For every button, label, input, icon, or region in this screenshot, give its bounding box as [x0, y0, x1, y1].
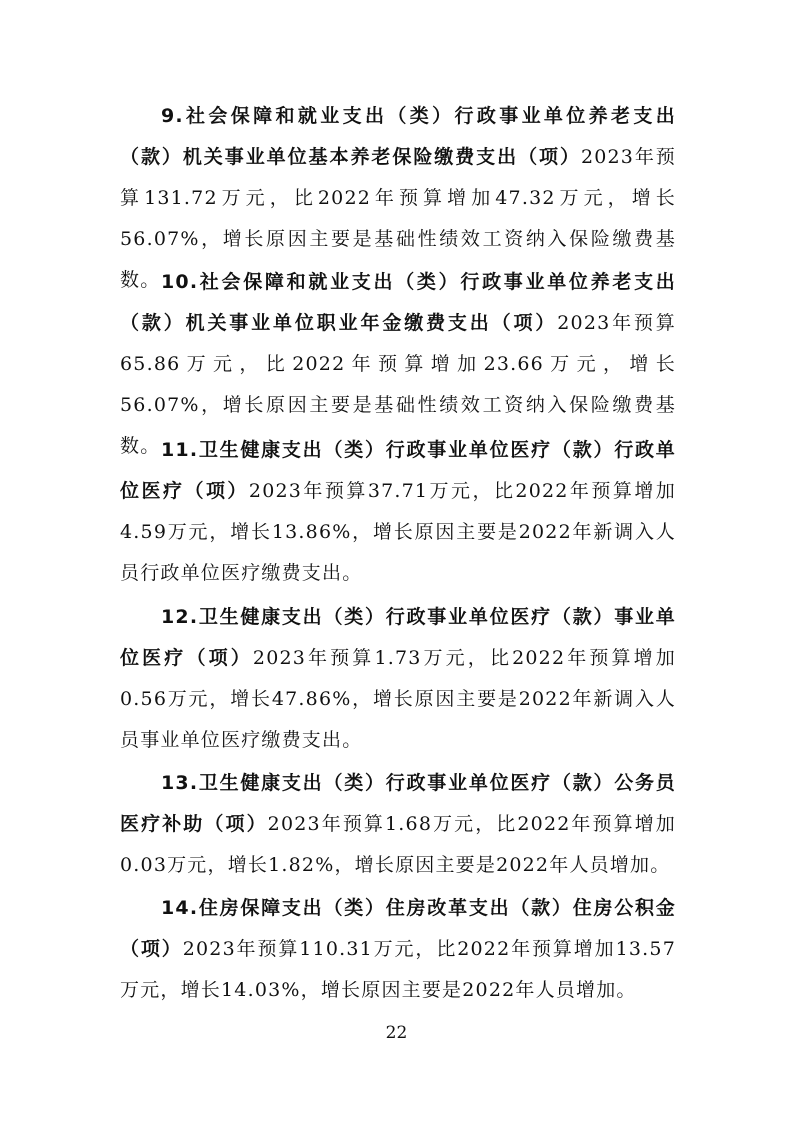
paragraph-heading: 10.社会保障和就业支出（类）行政事业单位养老支出（款）机关事业单位职业年金缴费支出（项）	[120, 271, 676, 334]
paragraph-body: 2023年预算37.71万元，比2022年预算增加4.59万元，增长13.86%，增长原因主要是2022年新调入人员行政单位医疗缴费支出。	[120, 480, 677, 584]
paragraph-body: 2023年预算110.31万元，比2022年预算增加13.57万元，增长14.03%，增长原因主要是2022年人员增加。	[120, 938, 676, 1001]
paragraph-item-12	[120, 597, 676, 761]
paragraph-body: 2023年预算1.68万元，比2022年预算增加0.03万元，增长1.82%，增长原因主要是2022年人员增加。	[120, 813, 677, 876]
paragraph-heading: 11.卫生健康支出（类）行政事业单位医疗（款）行政单位医疗（项）	[120, 439, 676, 502]
paragraph-item-11	[120, 430, 676, 594]
paragraph-heading: 12.卫生健康支出（类）行政事业单位医疗（款）事业单位医疗（项）	[120, 606, 676, 669]
paragraph-heading: 14.住房保障支出（类）住房改革支出（款）住房公积金（项）	[120, 897, 676, 960]
paragraph-heading: 13.卫生健康支出（类）行政事业单位医疗（款）公务员医疗补助（项）	[120, 772, 676, 835]
page-number: 22	[385, 1023, 408, 1043]
paragraph-item-14	[120, 888, 676, 1011]
paragraph-item-13	[120, 763, 676, 886]
paragraph-body: 2023年预算1.73万元，比2022年预算增加0.56万元，增长47.86%，增长原因主要是2022年新调入人员事业单位医疗缴费支出。	[120, 647, 677, 751]
paragraph-heading: 9.社会保障和就业支出（类）行政事业单位养老支出（款）机关事业单位基本养老保险缴费支出（项）	[120, 105, 676, 168]
paragraph-body: 2023年预算131.72万元，比2022年预算增加47.32万元，增长56.07%，增长原因主要是基础性绩效工资纳入保险缴费基数。	[120, 146, 676, 291]
paragraph-body: 2023年预算65.86万元，比2022年预算增加23.66万元，增长56.07%，增长原因主要是基础性绩效工资纳入保险缴费基数。	[120, 312, 676, 457]
